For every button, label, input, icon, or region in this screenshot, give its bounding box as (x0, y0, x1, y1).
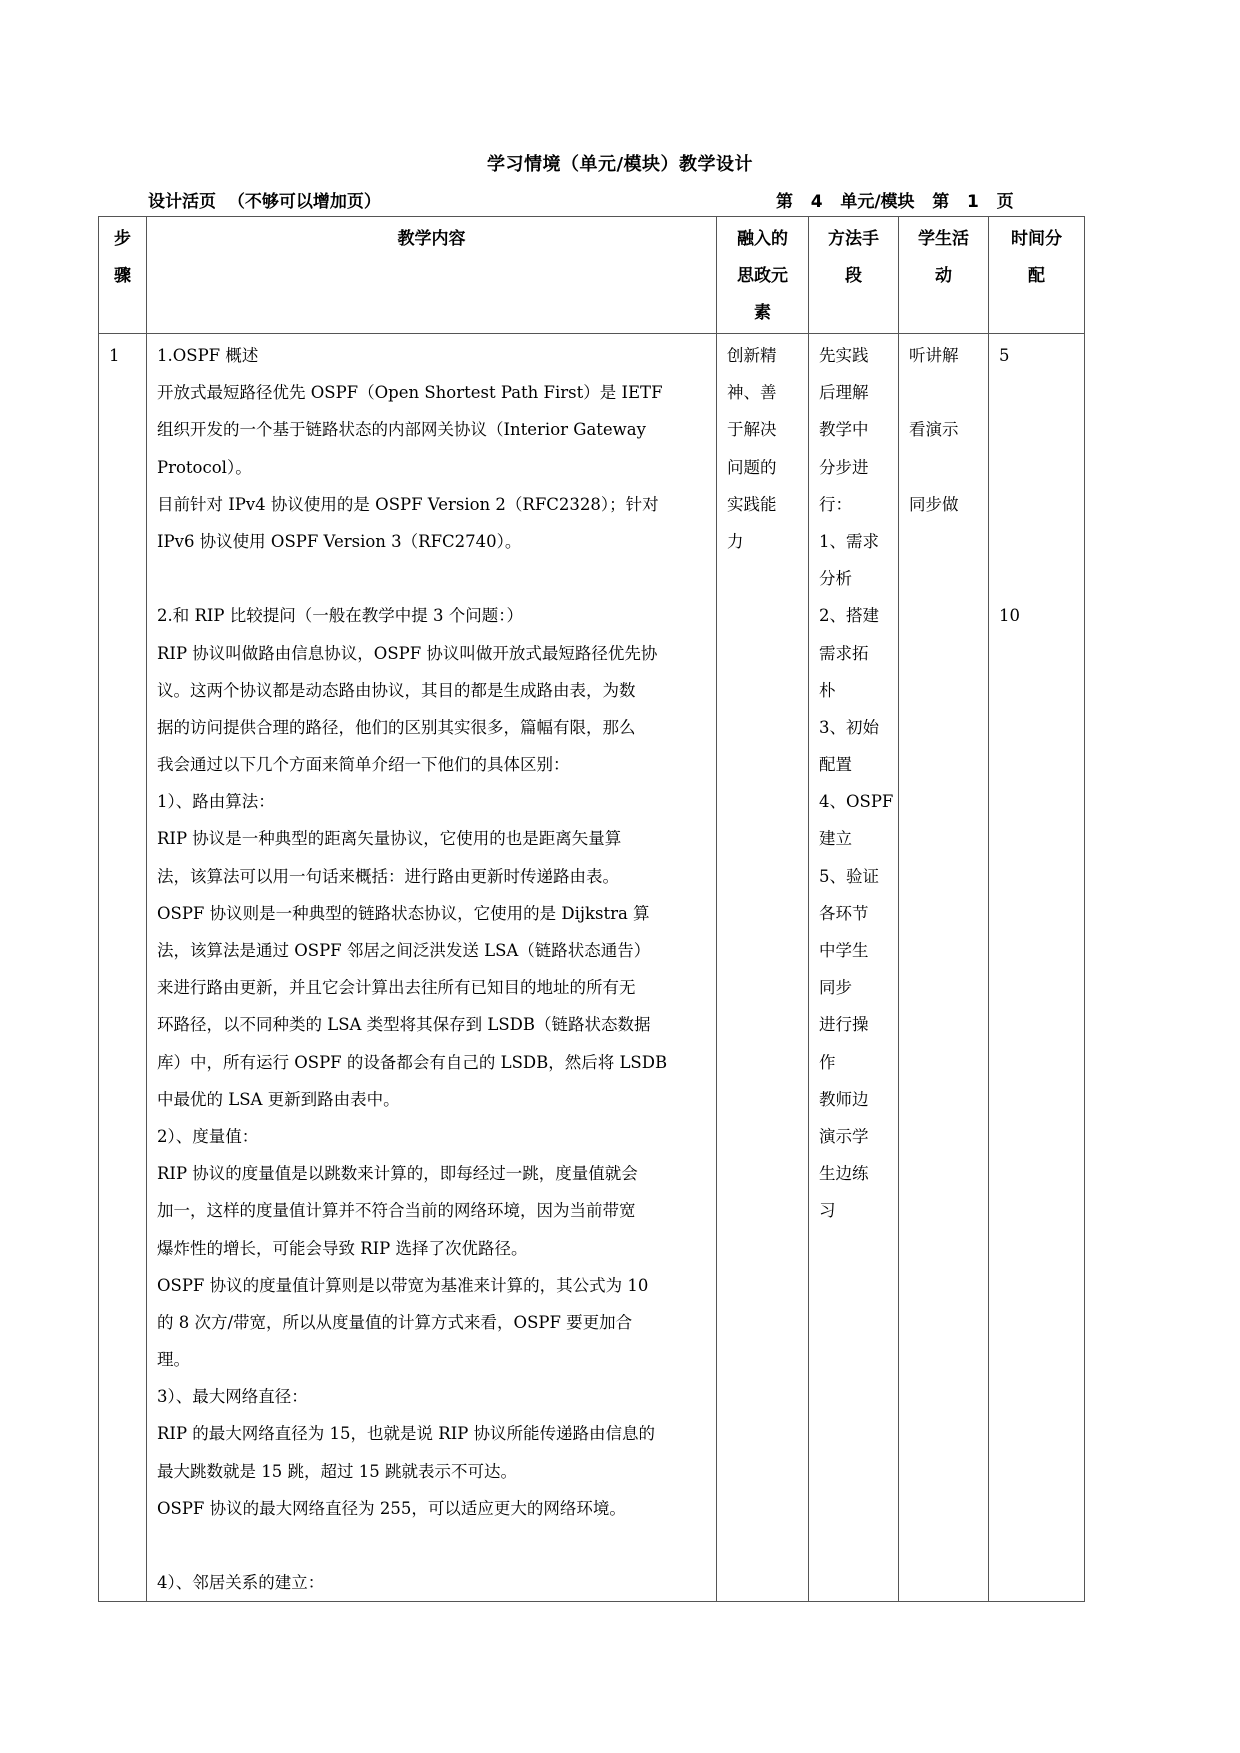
text-line: 于解决 (727, 420, 777, 440)
text-line (999, 411, 1074, 448)
text-line (909, 374, 978, 411)
cell-activity (899, 334, 989, 1602)
text-line: RIP 协议是一种典型的距离矢量协议，它使用的也是距离矢量算 (157, 829, 622, 849)
text-line: 教学中 (819, 420, 869, 440)
text-line: 目前针对 IPv4 协议使用的是 OSPF Version 2（RFC2328）；针对 (157, 494, 659, 514)
text-line (999, 560, 1074, 597)
text-line: 作 (819, 1052, 836, 1072)
header-ideological (717, 217, 809, 334)
text-line: 段 (845, 266, 862, 287)
text-line: 同步 (819, 978, 852, 998)
text-line: 5、验证 (819, 866, 879, 886)
header-method (809, 217, 899, 334)
text-line (157, 560, 706, 597)
text-line: 3、初始 (819, 717, 879, 737)
text-line: 爆炸性的增长，可能会导致 RIP 选择了次优路径。 (157, 1238, 528, 1258)
text-line: 环路径，以不同种类的 LSA 类型将其保存到 LSDB（链路状态数据 (157, 1015, 651, 1035)
text-line: 分步进 (819, 457, 869, 477)
text-line: 听讲解 (909, 346, 959, 365)
cell-method (809, 334, 899, 1602)
text-line: 骤 (114, 266, 131, 287)
text-line: 进行操 (819, 1015, 869, 1035)
text-line: 10 (999, 606, 1020, 626)
text-line: 法，该算法可以用一句话来概括：进行路由更新时传递路由表。 (157, 866, 619, 886)
cell-time (989, 334, 1085, 1602)
text-line: 我会通过以下几个方面来简单介绍一下他们的具体区别： (157, 755, 570, 775)
text-line: OSPF 协议的度量值计算则是以带宽为基准来计算的，其公式为 10 (157, 1275, 649, 1295)
text-line: 教学内容 (397, 229, 466, 249)
subheader-left: 设计活页 （不够可以增加页） (148, 192, 381, 212)
text-line: 学生活 (918, 229, 969, 249)
text-line: 动 (935, 266, 952, 287)
text-line: 演示学 (819, 1126, 869, 1146)
text-line: 分析 (819, 569, 852, 589)
text-line: 习 (819, 1201, 836, 1221)
text-line: IPv6 协议使用 OSPF Version 3（RFC2740）。 (157, 531, 522, 551)
text-line: 最大跳数就是 15 跳，超过 15 跳就表示不可达。 (157, 1461, 517, 1481)
table-header-row (99, 217, 1085, 334)
text-line: 行： (819, 494, 852, 514)
text-line: 2.和 RIP 比较提问（一般在教学中提 3 个问题：） (157, 606, 524, 626)
text-line: 建立 (819, 829, 852, 849)
text-line: 来进行路由更新，并且它会计算出去往所有已知目的地址的所有无 (157, 978, 636, 998)
text-line: 步 (114, 229, 131, 249)
text-line: 据的访问提供合理的路径，他们的区别其实很多，篇幅有限，那么 (157, 717, 636, 737)
text-line (999, 449, 1074, 486)
teaching-plan-table (98, 216, 1085, 1602)
text-line: 理。 (157, 1350, 190, 1370)
text-line: 4、OSPF (819, 792, 894, 812)
header-activity (899, 217, 989, 334)
text-line: 看演示 (909, 420, 959, 440)
text-line (909, 449, 978, 486)
text-line: 创新精 (727, 346, 777, 365)
text-line (999, 486, 1074, 523)
text-line: 神、善 (727, 383, 777, 403)
text-line: 库）中，所有运行 OSPF 的设备都会有自己的 LSDB，然后将 LSDB (157, 1052, 668, 1072)
text-line: Protocol）。 (157, 457, 252, 477)
text-line: OSPF 协议的最大网络直径为 255，可以适应更大的网络环境。 (157, 1498, 626, 1518)
text-line: 力 (727, 531, 744, 551)
text-line: 方法手 (828, 229, 879, 249)
text-line: 1、需求 (819, 531, 879, 551)
text-line: 组织开发的一个基于链路状态的内部网关协议（Interior Gateway (157, 420, 646, 440)
text-line: 配置 (819, 755, 852, 775)
text-line: 法，该算法是通过 OSPF 邻居之间泛洪发送 LSA（链路状态通告） (157, 941, 651, 960)
text-line: 1.OSPF 概述 (157, 346, 259, 365)
text-line: 中最优的 LSA 更新到路由表中。 (157, 1089, 400, 1109)
text-line: 各环节 (819, 903, 869, 923)
text-line: 同步做 (909, 494, 959, 514)
text-line: RIP 协议的度量值是以跳数来计算的，即每经过一跳，度量值就会 (157, 1164, 638, 1184)
text-line (157, 1527, 706, 1564)
text-line: 4）、邻居关系的建立： (157, 1573, 325, 1593)
text-line: 思政元 (737, 266, 788, 287)
text-line (999, 374, 1074, 411)
text-line: 先实践 (819, 346, 869, 365)
text-line: 2、搭建 (819, 606, 879, 626)
header-step (99, 217, 147, 334)
text-line: 配 (1028, 266, 1045, 287)
text-line: 中学生 (819, 941, 869, 960)
header-time (989, 217, 1085, 334)
cell-content (147, 334, 717, 1602)
header-content (147, 217, 717, 334)
text-line: RIP 的最大网络直径为 15，也就是说 RIP 协议所能传递路由信息的 (157, 1424, 656, 1444)
text-line: 后理解 (819, 383, 869, 403)
cell-step (99, 334, 147, 1602)
text-line: 融入的 (737, 229, 788, 249)
text-line: 议。这两个协议都是动态路由协议，其目的都是生成路由表，为数 (157, 680, 636, 700)
text-line: 的 8 次方/带宽，所以从度量值的计算方式来看，OSPF 要更加合 (157, 1312, 633, 1332)
text-line: 2）、度量值： (157, 1126, 259, 1146)
text-line: 3）、最大网络直径： (157, 1387, 308, 1407)
text-line: OSPF 协议则是一种典型的链路状态协议，它使用的是 Dijkstra 算 (157, 903, 650, 923)
text-line: 生边练 (819, 1164, 869, 1184)
text-line: 1）、路由算法： (157, 792, 275, 812)
text-line: RIP 协议叫做路由信息协议，OSPF 协议叫做开放式最短路径优先协 (157, 643, 658, 663)
text-line: 朴 (819, 680, 836, 700)
text-line: 实践能 (727, 494, 777, 514)
text-line (999, 523, 1074, 560)
text-line: 5 (999, 346, 1010, 365)
text-line: 问题的 (727, 457, 777, 477)
text-line: 教师边 (819, 1089, 869, 1109)
step-number: 1 (109, 346, 120, 365)
text-line: 加一，这样的度量值计算并不符合当前的网络环境，因为当前带宽 (157, 1201, 636, 1221)
text-line: 开放式最短路径优先 OSPF（Open Shortest Path First）是 IETF (157, 383, 663, 403)
text-line: 时间分 (1011, 229, 1062, 249)
subheader-right: 第 4 单元/模块 第 1 页 (776, 192, 1014, 212)
cell-ideological (717, 334, 809, 1602)
text-line: 素 (754, 303, 771, 324)
text-line: 需求拓 (819, 643, 869, 663)
table-row (99, 334, 1085, 1602)
document-title: 学习情境（单元/模块）教学设计 (486, 154, 754, 175)
